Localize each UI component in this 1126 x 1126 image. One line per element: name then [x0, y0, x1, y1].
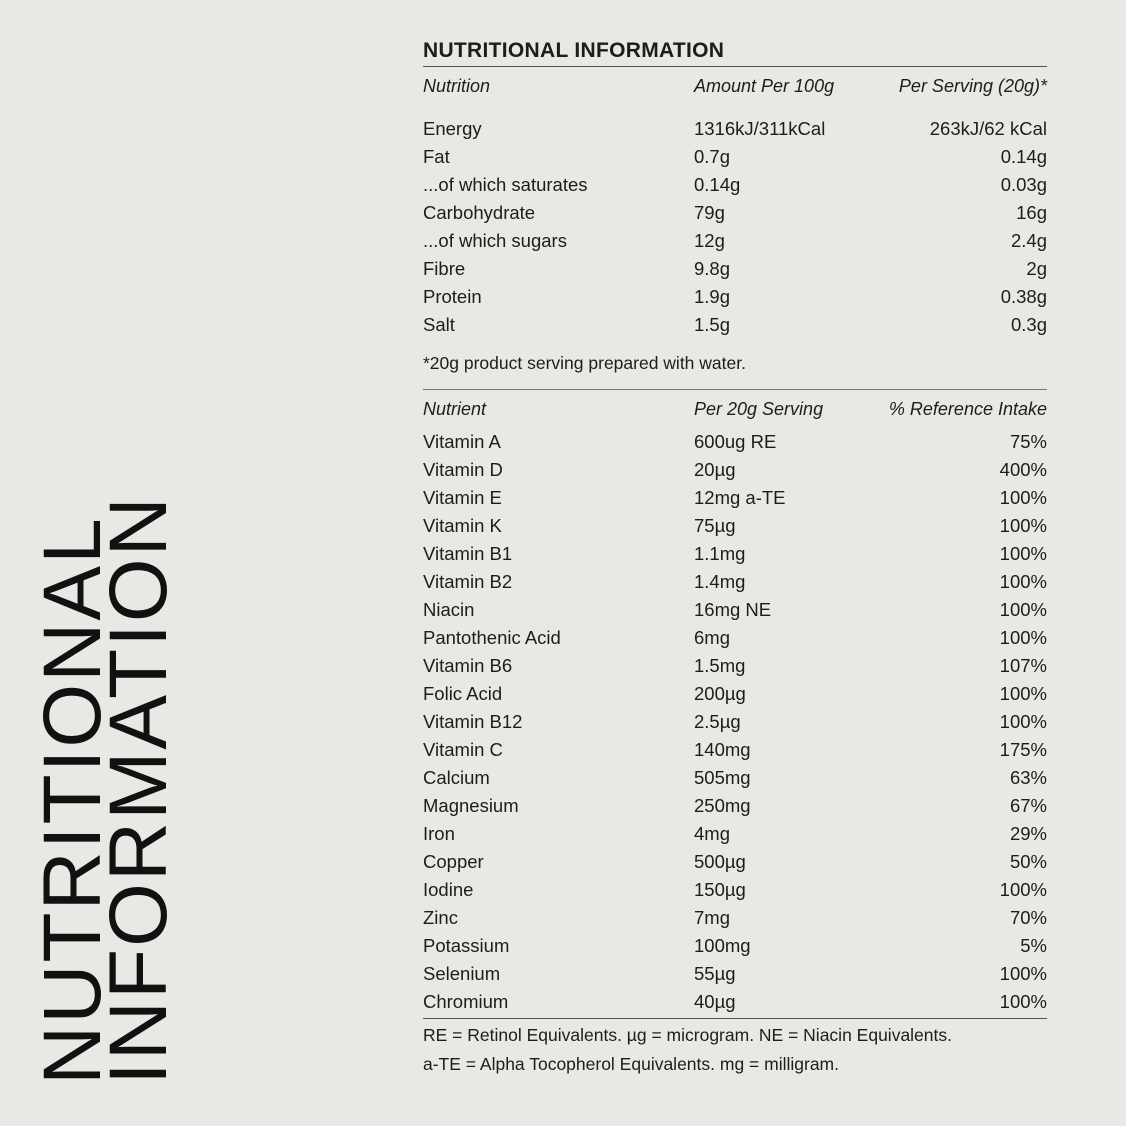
nutrition-row-name: Carbohydrate — [423, 202, 536, 223]
nutrient-table-header — [423, 392, 1047, 426]
nutrient-row-amount: 600ug RE — [694, 431, 777, 452]
nutrient-row-amount: 75µg — [694, 515, 736, 536]
nutrition-row — [423, 255, 1047, 283]
header-amount-per-100g: Amount Per 100g — [694, 76, 835, 96]
nutrient-row-name: Vitamin K — [423, 515, 502, 536]
nutrient-row-amount: 7mg — [694, 907, 730, 928]
nutrient-row-value: 100% — [999, 627, 1047, 648]
nutrient-row-name: Potassium — [423, 935, 510, 956]
nutrient-row-amount: 500µg — [694, 851, 746, 872]
nutrition-row-value: 263kJ/62 kCal — [929, 118, 1047, 139]
nutrient-row — [423, 708, 1047, 736]
nutrient-row-name: Pantothenic Acid — [423, 627, 561, 648]
nutrient-row-value: 5% — [1020, 935, 1047, 956]
nutrient-row-value: 70% — [1009, 907, 1047, 928]
nutrition-row-name: Salt — [423, 314, 455, 335]
nutrient-row-value: 100% — [999, 487, 1047, 508]
header-per-20g-serving: Per 20g Serving — [694, 399, 824, 419]
footnote-line-2: a-TE = Alpha Tocopherol Equivalents. mg = milligram. — [423, 1054, 839, 1074]
footnote-line-1: RE = Retinol Equivalents. µg = microgram. NE = Niacin Equivalents. — [423, 1025, 952, 1045]
nutrition-row-amount: 9.8g — [694, 258, 731, 279]
nutrient-row — [423, 848, 1047, 876]
nutrition-row-name: ...of which saturates — [423, 174, 588, 195]
nutrient-row-value: 100% — [999, 991, 1047, 1012]
nutrient-row-value: 63% — [1009, 767, 1047, 788]
nutrient-row-amount: 250mg — [694, 795, 751, 816]
header-nutrition: Nutrition — [423, 76, 491, 96]
nutrient-row-amount: 1.4mg — [694, 571, 746, 592]
header-per-serving: Per Serving (20g)* — [898, 76, 1047, 96]
nutrition-row-name: Fibre — [423, 258, 466, 279]
nutrition-row — [423, 115, 1047, 143]
nutrient-row — [423, 428, 1047, 456]
nutrient-row-name: Vitamin C — [423, 739, 503, 760]
nutrition-row — [423, 171, 1047, 199]
nutrient-row — [423, 512, 1047, 540]
nutrition-row-value: 0.14g — [1000, 146, 1047, 167]
footnotes — [423, 1021, 1047, 1079]
nutrient-row-name: Magnesium — [423, 795, 519, 816]
nutrient-row-amount: 40µg — [694, 991, 736, 1012]
nutrient-row — [423, 876, 1047, 904]
nutrient-row — [423, 484, 1047, 512]
nutrient-row — [423, 904, 1047, 932]
header-nutrient: Nutrient — [423, 399, 487, 419]
nutrient-row-value: 100% — [999, 963, 1047, 984]
nutrient-row-name: Vitamin B6 — [423, 655, 513, 676]
nutrient-row-value: 100% — [999, 711, 1047, 732]
nutrient-row — [423, 764, 1047, 792]
section-divider — [423, 389, 1047, 390]
nutrient-row-amount: 200µg — [694, 683, 746, 704]
footnote-divider — [423, 1018, 1047, 1019]
nutrient-row-value: 100% — [999, 683, 1047, 704]
nutrition-row-name: Protein — [423, 286, 482, 307]
nutrient-row-value: 67% — [1009, 795, 1047, 816]
nutrient-row-name: Vitamin B1 — [423, 543, 513, 564]
nutrient-row-value: 100% — [999, 515, 1047, 536]
nutrient-row-amount: 505mg — [694, 767, 751, 788]
nutrition-row — [423, 283, 1047, 311]
nutrient-row-amount: 12mg a-TE — [694, 487, 786, 508]
nutrition-row-value: 2g — [1026, 258, 1047, 279]
nutrition-table-header — [423, 69, 1047, 103]
nutrition-row — [423, 227, 1047, 255]
nutrient-row-name: Vitamin A — [423, 431, 501, 452]
nutrition-row — [423, 311, 1047, 339]
nutrient-row-name: Vitamin D — [423, 459, 503, 480]
nutrient-row — [423, 792, 1047, 820]
nutrient-row-amount: 6mg — [694, 627, 730, 648]
serving-note: *20g product serving prepared with water. — [423, 353, 746, 373]
nutrition-panel — [423, 36, 1047, 1079]
nutrient-row — [423, 456, 1047, 484]
nutrient-row-name: Zinc — [423, 907, 458, 928]
nutrient-row-name: Iron — [423, 823, 455, 844]
nutrition-row-value: 0.03g — [1000, 174, 1047, 195]
nutrient-row — [423, 540, 1047, 568]
nutrient-row-name: Vitamin B2 — [423, 571, 513, 592]
nutrient-row-name: Vitamin B12 — [423, 711, 523, 732]
nutrient-row — [423, 680, 1047, 708]
nutrient-row-name: Chromium — [423, 991, 509, 1012]
nutrition-row-amount: 0.14g — [694, 174, 741, 195]
nutrition-row-amount: 12g — [694, 230, 725, 251]
nutrient-row-name: Iodine — [423, 879, 474, 900]
nutrient-row-amount: 4mg — [694, 823, 730, 844]
nutrient-row-name: Vitamin E — [423, 487, 502, 508]
nutrient-row-amount: 1.1mg — [694, 543, 746, 564]
nutrient-row — [423, 960, 1047, 988]
nutrition-row-amount: 1316kJ/311kCal — [694, 118, 826, 139]
nutrient-row-amount: 55µg — [694, 963, 736, 984]
nutrient-row — [423, 932, 1047, 960]
nutrient-row-value: 100% — [999, 879, 1047, 900]
nutrient-row-value: 100% — [999, 543, 1047, 564]
nutrient-row-name: Calcium — [423, 767, 490, 788]
nutrient-row-amount: 100mg — [694, 935, 751, 956]
nutrient-row-amount: 150µg — [694, 879, 746, 900]
nutrition-row-name: Fat — [423, 146, 450, 167]
nutrient-row-name: Niacin — [423, 599, 475, 620]
nutrient-row-name: Selenium — [423, 963, 501, 984]
nutrition-row-amount: 1.9g — [694, 286, 731, 307]
nutrient-row-value: 107% — [999, 655, 1047, 676]
nutrient-row-amount: 140mg — [694, 739, 751, 760]
nutrient-row-value: 400% — [999, 459, 1047, 480]
nutrition-row-name: Energy — [423, 118, 482, 139]
nutrient-row-amount: 2.5µg — [694, 711, 741, 732]
nutrient-row-value: 175% — [999, 739, 1047, 760]
nutrient-row — [423, 736, 1047, 764]
nutrient-row-value: 100% — [999, 599, 1047, 620]
vertical-title-line-2: INFORMATION — [93, 495, 184, 1085]
vertical-title — [27, 495, 184, 1085]
nutrient-row-value: 75% — [1009, 431, 1047, 452]
nutrition-row-amount: 79g — [694, 202, 725, 223]
nutrient-row — [423, 652, 1047, 680]
nutrient-row-value: 100% — [999, 571, 1047, 592]
vertical-title-line-1: NUTRITIONAL — [27, 516, 118, 1085]
nutrient-row — [423, 624, 1047, 652]
nutrition-row-name: ...of which sugars — [423, 230, 567, 251]
nutrient-row-value: 50% — [1009, 851, 1047, 872]
header-reference-intake: % Reference Intake — [888, 399, 1047, 419]
nutrient-row — [423, 988, 1047, 1016]
nutrient-row-amount: 1.5mg — [694, 655, 746, 676]
nutrition-row-amount: 0.7g — [694, 146, 731, 167]
nutrient-row-amount: 20µg — [694, 459, 736, 480]
nutrition-row-amount: 1.5g — [694, 314, 731, 335]
nutrition-table-body — [423, 115, 1047, 339]
nutrition-row-value: 0.3g — [1010, 314, 1047, 335]
nutrition-row — [423, 199, 1047, 227]
nutrient-row — [423, 568, 1047, 596]
nutrition-row — [423, 143, 1047, 171]
nutrient-row-name: Folic Acid — [423, 683, 503, 704]
nutrition-row-value: 16g — [1016, 202, 1047, 223]
nutrient-table-body — [423, 428, 1047, 1016]
nutrient-row-value: 29% — [1009, 823, 1047, 844]
nutrient-row — [423, 596, 1047, 624]
nutrient-row — [423, 820, 1047, 848]
nutrient-row-name: Copper — [423, 851, 484, 872]
nutrient-row-amount: 16mg NE — [694, 599, 772, 620]
panel-heading: NUTRITIONAL INFORMATION — [423, 36, 1047, 67]
nutrition-row-value: 0.38g — [1000, 286, 1047, 307]
nutrition-row-value: 2.4g — [1010, 230, 1047, 251]
